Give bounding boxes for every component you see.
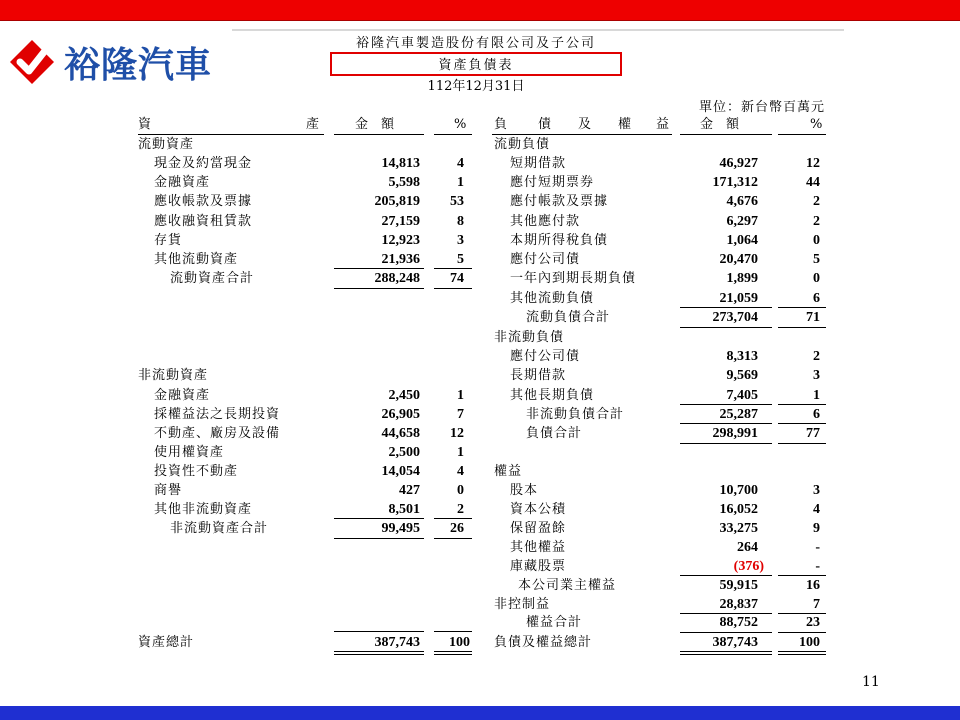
right-row-pct: 3 [813, 368, 820, 383]
header-divider [232, 29, 844, 31]
right-row-pct: 9 [813, 521, 820, 536]
right-row-name: 應付帳款及票據 [510, 194, 609, 209]
left-row-name: 金融資產 [154, 388, 211, 403]
left-row-amount: 26,905 [381, 407, 420, 422]
right-row-amount: 6,297 [726, 214, 758, 229]
left-row-name: 投資性不動產 [154, 464, 239, 479]
total-rule [434, 538, 472, 539]
header-rule [778, 134, 826, 135]
left-row-pct: 2 [457, 502, 464, 517]
company-name: 裕隆汽車製造股份有限公司及子公司 [355, 36, 596, 51]
total-rule [680, 443, 772, 444]
left-row-name: 其他流動資產 [154, 252, 239, 267]
left-section-noncurrent-assets: 非流動資產 [138, 368, 209, 383]
right-row-amount: 88,752 [719, 615, 758, 630]
total-rule [778, 327, 826, 328]
left-row-amount: 5,598 [388, 175, 420, 190]
right-row-name: 本公司業主權益 [518, 578, 617, 593]
right-row-pct: 3 [813, 483, 820, 498]
right-row-name: 庫藏股票 [510, 559, 567, 574]
logo-text: 裕隆汽車 [64, 44, 213, 86]
left-row-name: 採權益法之長期投資 [154, 407, 281, 422]
right-row-name: 其他權益 [510, 540, 567, 555]
right-row-name: 非流動負債合計 [526, 407, 625, 422]
right-row-name: 一年內到期長期負債 [510, 271, 637, 286]
right-section-noncurrent-liabilities: 非流動負債 [494, 330, 565, 345]
left-row-amount: 8,501 [388, 502, 420, 517]
left-row-pct: 1 [457, 175, 464, 190]
right-row-pct: 23 [806, 615, 820, 630]
right-row-amount: 10,700 [719, 483, 758, 498]
left-header-name-b: 產 [306, 117, 320, 132]
right-header-name-b: 債 [538, 117, 552, 132]
left-row-name: 應收帳款及票據 [154, 194, 253, 209]
right-row-amount: 46,927 [719, 156, 758, 171]
right-row-name: 流動負債合計 [526, 310, 611, 325]
right-row-name: 保留盈餘 [510, 521, 567, 536]
right-row-name: 非控制益 [494, 597, 551, 612]
right-row-name: 應付公司債 [510, 349, 581, 364]
left-header-pct: % [454, 117, 467, 132]
right-row-amount: 1,899 [726, 271, 758, 286]
right-row-name: 應付短期票券 [510, 175, 595, 190]
left-header-name-a: 資 [138, 117, 152, 132]
right-header-name-d: 權 [618, 117, 632, 132]
right-row-pct: 2 [813, 194, 820, 209]
right-row-pct: 0 [813, 233, 820, 248]
left-row-name: 商譽 [154, 483, 183, 498]
left-row-name: 現金及約當現金 [154, 156, 253, 171]
total-rule [334, 538, 424, 539]
right-section-equity: 權益 [494, 464, 523, 479]
left-row-pct: 5 [457, 252, 464, 267]
right-row-amount: 9,569 [726, 368, 758, 383]
right-header-amount: 金 額 [700, 117, 740, 132]
grand-total-double-rule [680, 651, 772, 655]
left-row-pct: 7 [457, 407, 464, 422]
top-red-bar [0, 0, 960, 21]
right-grand-total-name: 負債及權益總計 [494, 635, 593, 650]
left-row-pct: 4 [457, 464, 464, 479]
left-row-amount: 14,054 [381, 464, 420, 479]
logo-diamond-icon [8, 38, 56, 86]
left-row-amount: 99,495 [381, 521, 420, 536]
left-row-amount: 44,658 [381, 426, 420, 441]
right-row-name: 負債合計 [526, 426, 583, 441]
grand-total-double-rule [334, 651, 424, 655]
right-row-pct: 4 [813, 502, 820, 517]
left-row-name: 非流動資產合計 [170, 521, 269, 536]
right-row-name: 長期借款 [510, 368, 567, 383]
right-row-pct: 1 [813, 388, 820, 403]
right-row-pct: - [815, 559, 820, 574]
right-row-name: 應付公司債 [510, 252, 581, 267]
right-grand-total-pct: 100 [799, 635, 820, 650]
total-rule [434, 288, 472, 289]
left-row-name: 使用權資產 [154, 445, 225, 460]
right-row-amount: 4,676 [726, 194, 758, 209]
right-row-amount: 171,312 [712, 175, 758, 190]
right-row-name: 其他長期負債 [510, 388, 595, 403]
right-row-amount: 16,052 [719, 502, 758, 517]
left-row-name: 存貨 [154, 233, 183, 248]
right-row-name: 權益合計 [526, 615, 583, 630]
right-row-amount: 59,915 [719, 578, 758, 593]
right-row-name: 資本公積 [510, 502, 567, 517]
right-row-name: 股本 [510, 483, 539, 498]
right-row-amount: 298,991 [712, 426, 758, 441]
right-row-amount: 21,059 [719, 291, 758, 306]
left-row-pct: 1 [457, 388, 464, 403]
total-rule [334, 288, 424, 289]
right-row-pct: - [815, 540, 820, 555]
left-grand-total-amount: 387,743 [374, 635, 420, 650]
right-row-pct: 44 [806, 175, 820, 190]
right-row-amount: 20,470 [719, 252, 758, 267]
right-row-name: 短期借款 [510, 156, 567, 171]
right-row-pct: 6 [813, 291, 820, 306]
right-header-name-a: 負 [494, 117, 508, 132]
left-row-amount: 288,248 [374, 271, 420, 286]
left-row-amount: 14,813 [381, 156, 420, 171]
left-row-pct: 26 [450, 521, 464, 536]
right-header-name-e: 益 [656, 117, 670, 132]
right-row-pct: 2 [813, 214, 820, 229]
right-row-name: 本期所得稅負債 [510, 233, 609, 248]
right-row-amount: 264 [737, 540, 758, 555]
right-row-amount: 1,064 [726, 233, 758, 248]
right-row-name: 其他流動負債 [510, 291, 595, 306]
left-row-pct: 74 [450, 271, 464, 286]
statement-date: 112年12月31日 [427, 79, 525, 94]
left-grand-total-name: 資產總計 [138, 635, 195, 650]
bottom-blue-bar [0, 706, 960, 720]
right-row-amount: 273,704 [712, 310, 758, 325]
right-row-pct: 77 [806, 426, 820, 441]
left-row-amount: 205,819 [374, 194, 420, 209]
right-row-name: 其他應付款 [510, 214, 581, 229]
left-row-pct: 4 [457, 156, 464, 171]
header-rule [434, 134, 472, 135]
left-row-pct: 53 [450, 194, 464, 209]
right-row-pct: 16 [806, 578, 820, 593]
right-row-amount: 28,837 [719, 597, 758, 612]
statement-title: 資產負債表 [438, 58, 514, 73]
left-row-name: 不動產、廠房及設備 [154, 426, 281, 441]
left-row-name: 其他非流動資產 [154, 502, 253, 517]
grand-total-rule [434, 631, 472, 632]
right-row-pct: 7 [813, 597, 820, 612]
left-row-pct: 3 [457, 233, 464, 248]
left-row-name: 應收融資租賃款 [154, 214, 253, 229]
left-row-amount: 427 [399, 483, 420, 498]
right-row-pct: 6 [813, 407, 820, 422]
page-number: 11 [862, 674, 880, 690]
right-row-amount: 33,275 [719, 521, 758, 536]
right-section-current-liabilities: 流動負債 [494, 137, 551, 152]
right-row-pct: 71 [806, 310, 820, 325]
grand-total-double-rule [434, 651, 472, 655]
left-grand-total-pct: 100 [449, 635, 470, 650]
left-row-name: 金融資產 [154, 175, 211, 190]
left-row-amount: 27,159 [381, 214, 420, 229]
left-row-pct: 12 [450, 426, 464, 441]
right-row-pct: 12 [806, 156, 820, 171]
left-section-current-assets: 流動資產 [138, 137, 195, 152]
left-row-name: 流動資產合計 [170, 271, 255, 286]
left-row-pct: 1 [457, 445, 464, 460]
right-row-pct: 5 [813, 252, 820, 267]
grand-total-double-rule [778, 651, 826, 655]
header-rule [680, 134, 772, 135]
left-row-amount: 12,923 [381, 233, 420, 248]
right-row-amount-negative: (376) [733, 559, 764, 574]
grand-total-rule [334, 631, 424, 632]
company-logo [8, 36, 212, 88]
right-row-amount: 8,313 [726, 349, 758, 364]
right-row-amount: 7,405 [726, 388, 758, 403]
right-header-name-c: 及 [578, 117, 592, 132]
right-header-pct: % [810, 117, 823, 132]
header-rule [334, 134, 424, 135]
right-grand-total-amount: 387,743 [712, 635, 758, 650]
total-rule [778, 443, 826, 444]
unit-label: 單位：新台幣百萬元 [698, 100, 825, 115]
right-row-pct: 0 [813, 271, 820, 286]
total-rule [680, 327, 772, 328]
left-row-amount: 2,500 [388, 445, 420, 460]
left-row-pct: 0 [457, 483, 464, 498]
right-row-amount: 25,287 [719, 407, 758, 422]
left-row-pct: 8 [457, 214, 464, 229]
left-header-amount: 金 額 [355, 117, 395, 132]
right-row-pct: 2 [813, 349, 820, 364]
left-row-amount: 21,936 [381, 252, 420, 267]
left-row-amount: 2,450 [388, 388, 420, 403]
